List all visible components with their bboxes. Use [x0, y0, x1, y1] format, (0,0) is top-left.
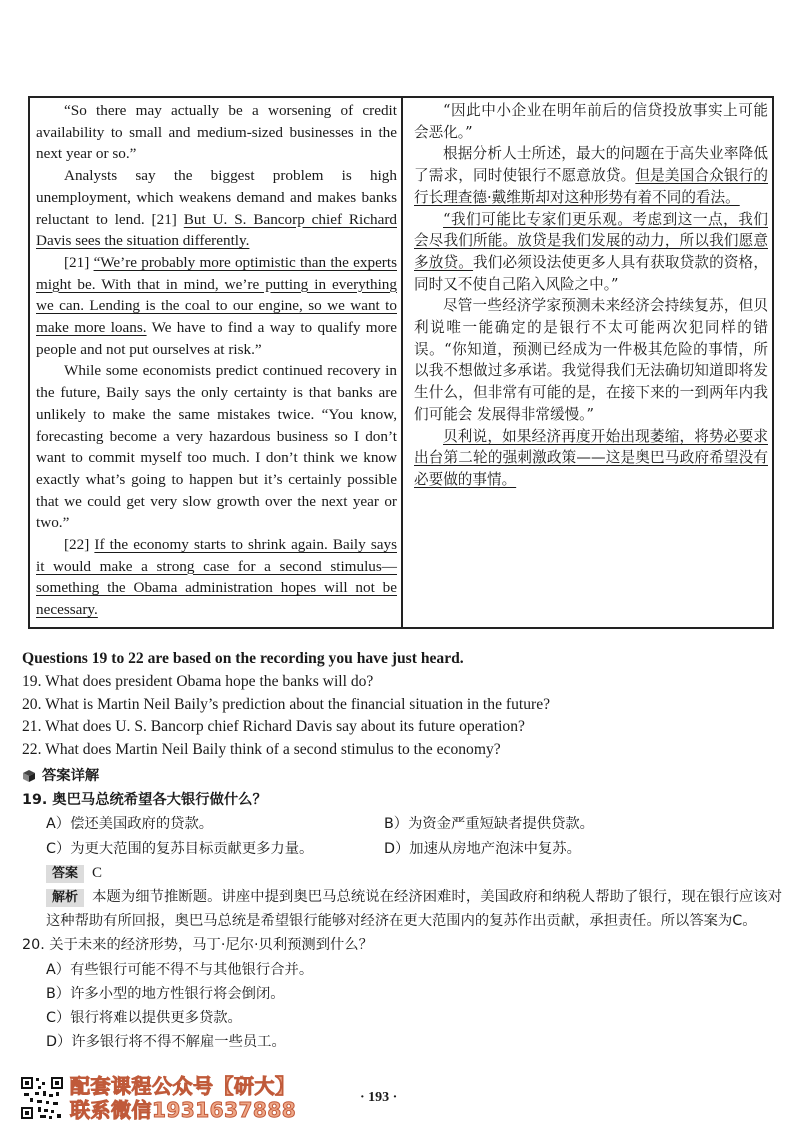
question-item: 19. What does president Obama hope the banks will do? — [22, 672, 374, 690]
q19-explanation-text: 本题为细节推断题。讲座中提到奥巴马总统说在经济困难时，美国政府和纳税人帮助了银行，现在银行应该对这种帮助有所回报，奥巴马总统是希望银行能够对经济在更大范围内的复苏作出贡献，承担责任。所以答案为C。 — [46, 889, 782, 930]
questions-heading: Questions 19 to 22 are based on the recording you have just heard. — [22, 650, 464, 667]
question-item: 21. What does U. S. Bancorp chief Richard Davis say about its future operation? — [22, 718, 525, 736]
q19-options-row-1 — [22, 812, 782, 836]
question-item: 22. What does Martin Neil Baily think of a second stimulus to the economy? — [22, 741, 501, 759]
answer-q20-title: 20. 关于未来的经济形势，马丁·尼尔·贝利预测到什么？ — [22, 937, 373, 954]
passage-paragraph — [36, 252, 397, 361]
promo-line-2: 联系微信1931637888 — [70, 1098, 297, 1122]
cube-icon — [22, 769, 36, 783]
q19-option-a: A）偿还美国政府的贷款。 — [46, 816, 214, 833]
passage-paragraph — [414, 100, 768, 143]
paragraph-text: [22] — [64, 536, 95, 554]
q20-option-b: B）许多小型的地方性银行将会倒闭。 — [46, 985, 285, 1002]
paragraph-text: 我们必须设法使更多人具有获取贷款的资格，同时又不使自己陷入风险之中。” — [414, 253, 768, 293]
passage-paragraph — [36, 100, 397, 165]
q19-option-d: D）加速从房地产泡沫中复苏。 — [384, 840, 581, 857]
underlined-text: But U. S. Bancorp chief Richard Davis sees the situation differently. — [36, 210, 397, 250]
passage-paragraph — [414, 295, 768, 425]
passage-paragraph — [414, 143, 768, 208]
underlined-text: “We’re probably more optimistic than the experts might be. With that in mind, we’re putting in everything we can. Lending is the coal to our engine, so we want to make more loans. — [36, 253, 397, 337]
chinese-column — [414, 100, 768, 491]
passage-paragraph — [36, 165, 397, 252]
q20-option-a: A）有些银行可能不得不与其他银行合并。 — [46, 961, 314, 978]
paragraph-text: [21] — [64, 253, 94, 271]
page-number: · 193 · — [360, 1090, 398, 1105]
paragraph-text: Analysts say the biggest problem is high unemployment, which weakens demand and makes banks reluctant to lend. [21] — [36, 167, 397, 228]
q19-answer-value: C — [92, 864, 103, 881]
q19-explanation — [22, 885, 782, 933]
q19-option-b: B）为资金严重短缺者提供贷款。 — [384, 816, 594, 833]
q20-option-c: C）银行将难以提供更多贷款。 — [46, 1010, 242, 1027]
paragraph-text: 尽管一些经济学家预测未来经济会持续复苏，但贝利说唯一能确定的是银行不太可能两次犯同样的错误。“你知道，预测已经成为一件极其危险的事情，所以我不想做过多承诺。我觉得我们无法确切知道即将发生什么，但非常有可能的是，在接下来的一到两年内我们可能会 发展得非常缓慢。” — [414, 297, 768, 423]
promo-text — [70, 1074, 296, 1122]
paragraph-text: “因此中小企业在明年前后的信贷投放事实上可能会恶化。” — [414, 102, 768, 141]
column-divider — [401, 96, 403, 629]
passage-paragraph — [36, 534, 397, 621]
answer-q19-title: 19. 奥巴马总统希望各大银行做什么？ — [22, 792, 267, 809]
explanation-tag: 解析 — [46, 889, 84, 907]
q19-options-row-2 — [22, 837, 782, 861]
q20-option-d: D）许多银行将不得不解雇一些员工。 — [46, 1034, 286, 1051]
underlined-text: “我们可能比专家们更乐观。考虑到这一点，我们会尽我们所能。放贷是我们发展的动力，所以我们愿意多放贷。 — [414, 210, 768, 271]
passage-paragraph — [414, 209, 768, 296]
promo-line-1: 配套课程公众号【研大】 — [70, 1074, 296, 1098]
qr-code-icon — [20, 1076, 64, 1120]
q19-answer-line — [22, 861, 782, 885]
q19-option-c: C）为更大范围的复苏目标贡献更多力量。 — [46, 840, 314, 857]
question-item: 20. What is Martin Neil Baily’s prediction about the financial situation in the future? — [22, 695, 551, 713]
paragraph-text: While some economists predict continued recovery in the future, Baily says the only certainty is that banks are unlikely to make the same mistakes twice. “You know, forecasting become a very hazardous business so I don’t want to commit myself too much. I don’t think we know exactly what’s going to happen but it’s certainly possible that we could get very slow growth over the next year or two.” — [36, 362, 397, 532]
questions-section — [22, 648, 782, 762]
answers-section — [22, 764, 782, 1054]
answer-tag: 答案 — [46, 865, 84, 883]
section-title-text: 答案详解 — [42, 768, 100, 784]
passage-paragraph — [36, 360, 397, 534]
underlined-text: 但是美国合众银行的行长理查德·戴维斯却对这种形势有着不同的看法。 — [414, 167, 768, 206]
paragraph-text: We have to find a way to qualify more people and not put ourselves at risk.” — [36, 319, 397, 358]
paragraph-text: 根据分析人士所述，最大的问题在于高失业率降低了需求，同时使银行不愿意放贷。 — [414, 145, 768, 185]
passage-paragraph — [414, 426, 768, 491]
underlined-text: 贝利说，如果经济再度开始出现萎缩，将势必要求出台第二轮的强刺激政策——这是奥巴马政府希望没有必要做的事情。 — [414, 427, 768, 488]
paragraph-text: “So there may actually be a worsening of credit availability to small and medium-sized businesses in the next year or so.” — [36, 102, 397, 163]
answers-section-title — [22, 764, 782, 788]
english-column — [36, 100, 397, 621]
underlined-text: If the economy starts to shrink again. Baily says it would make a strong case for a second stimulus—something the Obama administration hopes will not be necessary. — [36, 536, 397, 619]
